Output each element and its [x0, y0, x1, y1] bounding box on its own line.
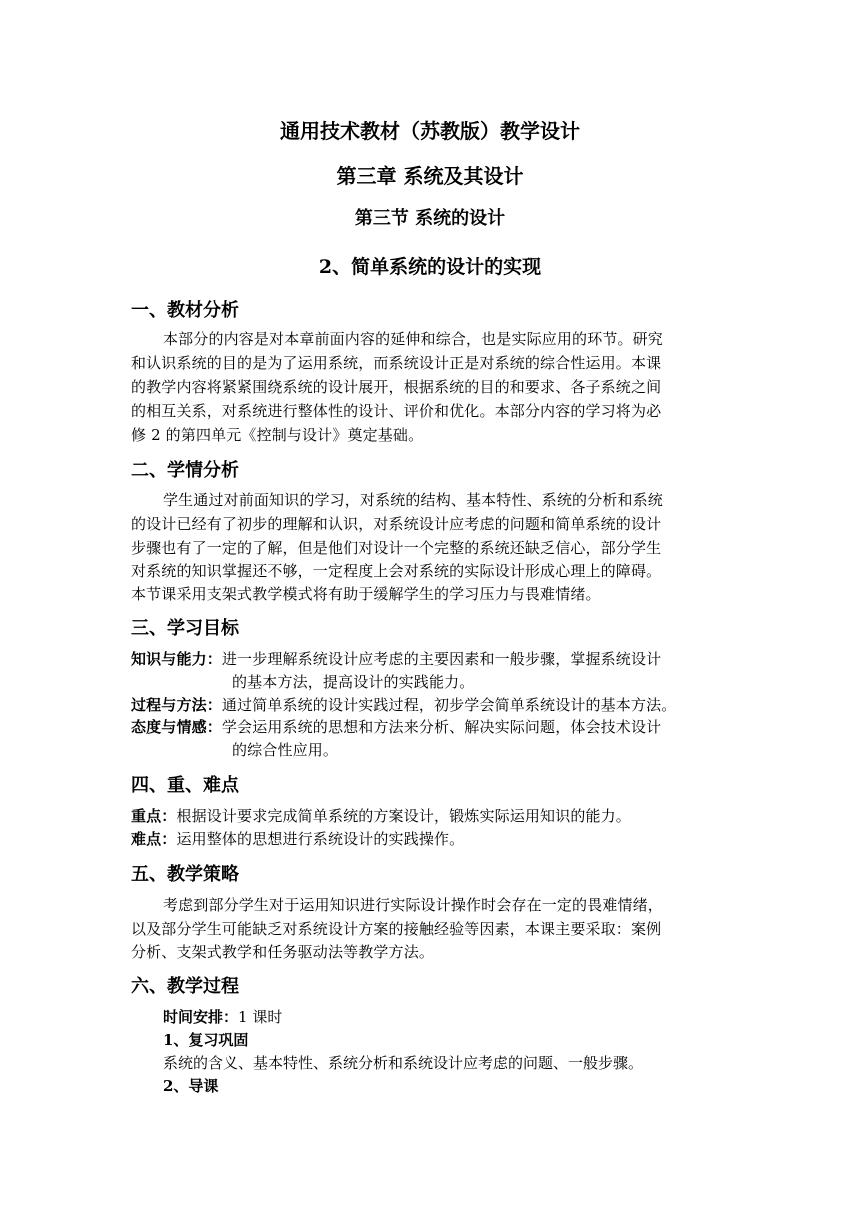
topic-title: 2、简单系统的设计的实现: [318, 256, 542, 278]
paragraph-line: 步骤也有了一定的了解，但是他们对设计一个完整的系统还缺乏信心，部分学生: [131, 539, 662, 557]
paragraph-line: 对系统的知识掌握还不够，一定程度上会对系统的实际设计形成心理上的障碍。: [131, 562, 662, 580]
difficult-point-label: 难点：: [131, 830, 177, 848]
objective-knowledge-cont: 的基本方法，提高设计的实践能力。: [232, 673, 475, 691]
heading-learning-objectives: 三、学习目标: [131, 618, 239, 639]
paragraph-line: 分析、支架式教学和任务驱动法等教学方法。: [131, 943, 435, 961]
heading-teaching-strategy: 五、教学策略: [131, 864, 239, 885]
paragraph-line: 修 2 的第四单元《控制与设计》奠定基础。: [131, 426, 424, 444]
paragraph-line: 的设计已经有了初步的理解和认识，对系统设计应考虑的问题和简单系统的设计: [131, 515, 662, 533]
objective-attitude-cont: 的综合性应用。: [232, 741, 339, 759]
step-intro-heading: 2、导课: [163, 1077, 219, 1095]
time-value: 1 课时: [238, 1008, 283, 1026]
key-point-label: 重点：: [131, 807, 177, 825]
time-arrangement: [163, 1006, 282, 1027]
objective-attitude: [131, 716, 661, 737]
document-title: 通用技术教材（苏教版）教学设计: [280, 119, 580, 143]
difficult-point: [131, 828, 464, 849]
paragraph-line: 本部分的内容是对本章前面内容的延伸和综合，也是实际应用的环节。研究: [163, 330, 663, 348]
paragraph-line: 以及部分学生可能缺乏对系统设计方案的接触经验等因素，本课主要采取：案例: [131, 920, 662, 938]
paragraph-line: 的相互关系，对系统进行整体性的设计、评价和优化。本部分内容的学习将为必: [131, 402, 662, 420]
difficult-point-text: 运用整体的思想进行系统设计的实践操作。: [176, 830, 465, 848]
objective-knowledge-text: 进一步理解系统设计应考虑的主要因素和一般步骤，掌握系统设计: [221, 650, 662, 668]
step-review-text: 系统的含义、基本特性、系统分析和系统设计应考虑的问题、一般步骤。: [163, 1054, 644, 1072]
key-point: [131, 805, 631, 826]
objective-knowledge: [131, 648, 661, 669]
heading-teaching-process: 六、教学过程: [131, 976, 239, 997]
objective-process-label: 过程与方法：: [131, 696, 222, 714]
objective-knowledge-label: 知识与能力：: [131, 650, 222, 668]
paragraph-line: 本节课采用支架式教学模式将有助于缓解学生的学习压力与畏难情绪。: [131, 585, 601, 603]
heading-material-analysis: 一、教材分析: [131, 300, 239, 321]
paragraph-line: 考虑到部分学生对于运用知识进行实际设计操作时会存在一定的畏难情绪，: [163, 896, 663, 914]
heading-student-analysis: 二、学情分析: [131, 460, 239, 481]
step-review-heading: 1、复习巩固: [163, 1031, 249, 1049]
paragraph-line: 和认识系统的目的是为了运用系统，而系统设计正是对系统的综合性运用。本课: [131, 354, 662, 372]
chapter-title: 第三章 系统及其设计: [336, 164, 524, 188]
section-title: 第三节 系统的设计: [354, 208, 506, 229]
objective-attitude-text: 学会运用系统的思想和方法来分析、解决实际问题，体会技术设计: [221, 718, 662, 736]
paragraph-line: 学生通过对前面知识的学习，对系统的结构、基本特性、系统的分析和系统: [163, 491, 663, 509]
objective-process-text: 通过简单系统的设计实践过程，初步学会简单系统设计的基本方法。: [221, 696, 677, 714]
heading-key-points: 四、重、难点: [131, 775, 239, 796]
objective-attitude-label: 态度与情感：: [131, 718, 222, 736]
paragraph-line: 的教学内容将紧紧围绕系统的设计展开，根据系统的目的和要求、各子系统之间: [131, 378, 662, 396]
time-label: 时间安排：: [163, 1008, 239, 1026]
objective-process: [131, 694, 676, 715]
key-point-text: 根据设计要求完成简单系统的方案设计，锻炼实际运用知识的能力。: [176, 807, 631, 825]
